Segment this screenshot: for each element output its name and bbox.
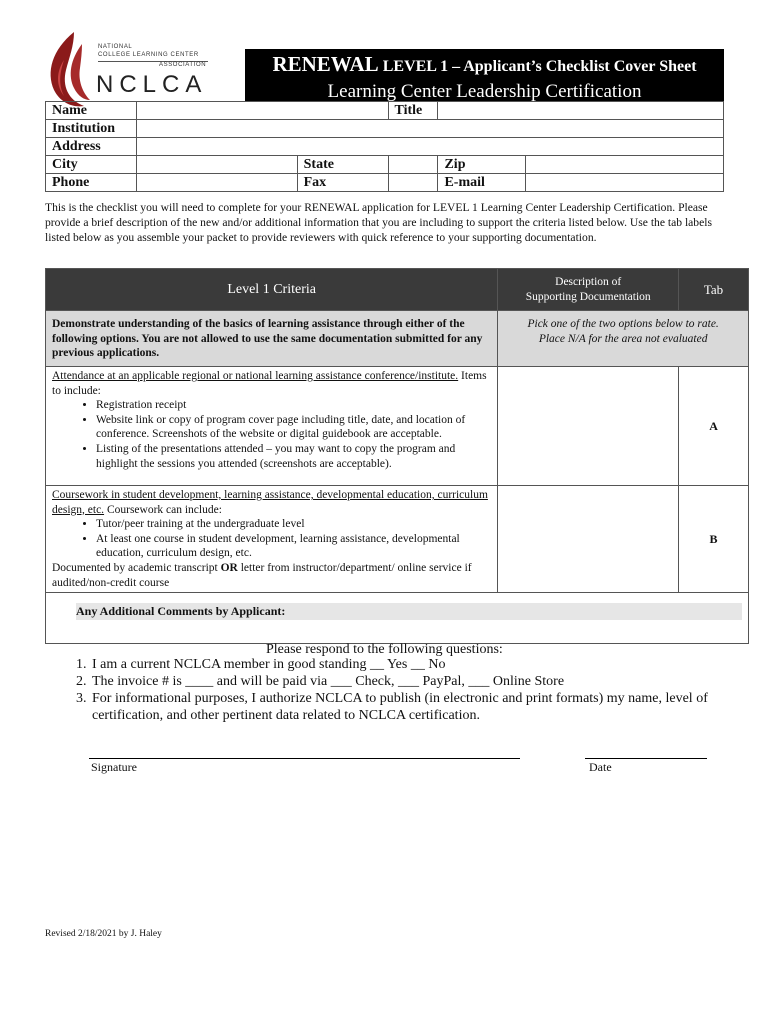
demonstrate-instructions: Demonstrate understanding of the basics of learning assistance through either of the following options. You are not allowed to use the same documentation submitted for any previous applications. [46, 311, 498, 367]
title-field[interactable] [438, 102, 724, 120]
header-bar [245, 49, 724, 101]
address-label: Address [46, 138, 137, 156]
intro-paragraph: This is the checklist you will need to complete for your RENEWAL application for LEVEL 1 Learning Center Leadership Certification. Please provide a brief description of the new and/or additional information that you are including to support the criteria listed below. Use the tab labels listed below as you assemble your packet to provide reviewers with quick reference to your supporting documentation. [45, 201, 712, 244]
logo-line1: NATIONAL [98, 44, 133, 50]
fax-field[interactable] [388, 174, 438, 192]
option-a-tab: A [679, 367, 749, 486]
list-item: • Registration receipt [96, 398, 491, 413]
option-b-cell [46, 486, 498, 593]
description-header-line2: Supporting Documentation [525, 290, 651, 303]
phone-label: Phone [46, 174, 137, 192]
option-b-doc-pre: Documented by academic transcript [52, 561, 221, 574]
header-subtitle: Learning Center Leadership Certification [327, 81, 642, 102]
phone-field[interactable] [136, 174, 297, 192]
questions-list [45, 656, 770, 724]
list-item: • Tutor/peer training at the undergraduate level [96, 517, 491, 532]
option-b-after: Coursework can include: [104, 503, 222, 516]
state-field[interactable] [388, 156, 438, 174]
revision-note: Revised 2/18/2021 by J. Haley [45, 929, 162, 939]
header-title [245, 53, 724, 78]
pick-instruction-line2: Place N/A for the area not evaluated [538, 333, 708, 345]
criteria-column-header: Level 1 Criteria [46, 269, 498, 311]
option-a-after: Items to include: [52, 370, 487, 397]
email-label: E-mail [438, 174, 526, 192]
logo-line3: ASSOCIATION [159, 62, 207, 68]
name-field[interactable] [136, 102, 388, 120]
question-3: 3. For informational purposes, I authorize NCLCA to publish (in electronic and print formats) my name, level of certification, and other pertinent data related to NCLCA certification. [90, 690, 770, 724]
logo-line2: COLLEGE LEARNING CENTER [98, 52, 199, 58]
header-renewal: RENEWAL [272, 52, 378, 76]
option-b-tab: B [679, 486, 749, 593]
list-item: • At least one course in student development, learning assistance, developmental education, curriculum design, etc. [96, 532, 491, 561]
option-a-cell [46, 367, 498, 486]
title-label: Title [388, 102, 438, 120]
option-b-heading: Coursework in student development, learning assistance, developmental education, curriculum design, etc. [52, 489, 488, 516]
zip-field[interactable] [526, 156, 724, 174]
comments-label: Any Additional Comments by Applicant: [76, 603, 742, 620]
date-label: Date [589, 760, 612, 774]
city-field[interactable] [136, 156, 297, 174]
option-b-doc-post: letter from instructor/department/ online service if audited/non-credit course [52, 561, 472, 589]
signature-label: Signature [91, 760, 137, 774]
tab-column-header: Tab [679, 269, 749, 311]
date-line[interactable] [585, 758, 707, 759]
option-b-description-field[interactable] [498, 486, 679, 593]
signature-line[interactable] [89, 758, 520, 759]
institution-label: Institution [46, 120, 137, 138]
name-label: Name [46, 102, 137, 120]
address-field[interactable] [136, 138, 723, 156]
email-field[interactable] [526, 174, 724, 192]
applicant-info-table [45, 101, 724, 192]
list-item: • Website link or copy of program cover page including title, date, and location of conference. Screenshots of the website or digital guidebook are acceptable. [96, 413, 491, 442]
description-header-line1: Description of [555, 275, 622, 288]
zip-label: Zip [438, 156, 526, 174]
header-level: LEVEL 1 – Applicant’s Checklist Cover Sheet [382, 58, 697, 75]
questions-title: Please respond to the following questions: [266, 642, 503, 657]
comments-field[interactable] [46, 593, 749, 644]
nclca-logo [44, 30, 214, 110]
logo-acronym: NCLCA [96, 71, 208, 98]
option-a-heading: Attendance at an applicable regional or national learning assistance conference/institute. [52, 370, 459, 382]
option-a-list [52, 398, 491, 471]
city-label: City [46, 156, 137, 174]
criteria-table [45, 268, 749, 644]
option-a-description-field[interactable] [498, 367, 679, 486]
question-2: 2. The invoice # is ____ and will be paid via ___ Check, ___ PayPal, ___ Online Store [90, 673, 770, 690]
list-item: • Listing of the presentations attended – you may want to copy the program and highlight the sessions you attended (screenshots are acceptable). [96, 442, 491, 471]
flame-icon [44, 30, 92, 110]
question-1: 1. I am a current NCLCA member in good standing __ Yes __ No [90, 656, 770, 673]
option-b-list [52, 517, 491, 561]
institution-field[interactable] [136, 120, 723, 138]
option-b-doc-or: OR [220, 561, 238, 574]
pick-instruction-line1: Pick one of the two options below to rate. [527, 318, 719, 330]
state-label: State [297, 156, 388, 174]
fax-label: Fax [297, 174, 388, 192]
